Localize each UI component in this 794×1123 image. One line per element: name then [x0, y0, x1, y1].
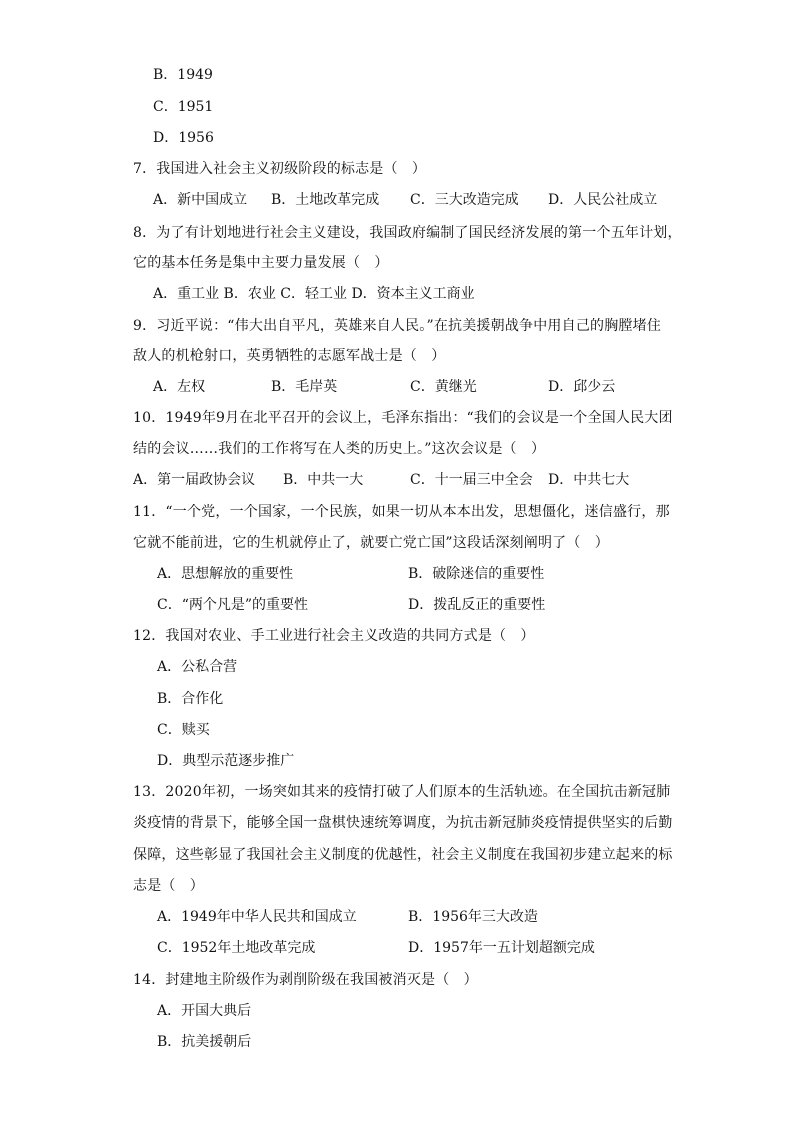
question-7-option-d: D．人民公社成立: [548, 192, 658, 208]
question-8-stem-line-2: 它的基本任务是集中主要力量发展（ ）: [133, 255, 389, 271]
question-12-option-c: C．赎买: [157, 722, 210, 738]
question-13-option-a: A．1949年中华人民共和国成立: [157, 909, 357, 925]
question-13-option-c: C．1952年土地改革完成: [157, 940, 316, 956]
question-13-stem-line-4: 志是（ ）: [133, 878, 204, 894]
question-10-option-c: C．十一届三中全会: [410, 472, 533, 488]
option-d: D．1956: [153, 130, 214, 146]
question-9-stem-line-1: 9．习近平说：“伟大出自平凡，英雄来自人民。”在抗美援朝战争中用自己的胸膛堵住: [133, 318, 662, 334]
question-9-option-a: A．左权: [153, 379, 206, 395]
option-b: B．1949: [153, 67, 213, 83]
question-7-option-b: B．土地改革完成: [271, 192, 380, 208]
question-10-option-d: D．中共七大: [548, 472, 630, 488]
question-11-option-a: A．思想解放的重要性: [157, 566, 294, 582]
question-9-option-c: C．黄继光: [410, 379, 477, 395]
question-9-option-d: D．邱少云: [548, 379, 616, 395]
question-10-option-b: B．中共一大: [283, 472, 364, 488]
question-9-stem-line-2: 敌人的机枪射口，英勇牺牲的志愿军战士是（ ）: [133, 348, 446, 364]
question-10-stem-line-1: 10．1949年9月在北平召开的会议上，毛泽东指出：“我们的会议是一个全国人民大团: [133, 410, 673, 426]
question-9-option-b: B．毛岸英: [271, 379, 338, 395]
question-13-option-b: B．1956年三大改造: [408, 909, 538, 925]
question-11-stem-line-1: 11．“一个党，一个国家，一个民族，如果一切从本本出发，思想僵化，迷信盛行，那: [133, 504, 670, 520]
question-11-option-b: B．破除迷信的重要性: [408, 566, 545, 582]
question-12-option-d: D．典型示范逐步推广: [157, 753, 295, 769]
question-10-option-a: A．第一届政协会议: [133, 472, 256, 488]
question-10-stem-line-2: 结的会议……我们的工作将写在人类的历史上。”这次会议是（ ）: [133, 441, 546, 457]
question-13-stem-line-2: 炎疫情的背景下，能够全国一盘棋快速统筹调度，为抗击新冠肺炎疫情提供坚实的后勤: [133, 815, 673, 831]
question-12-option-b: B．合作化: [157, 691, 224, 707]
question-14-option-a: A．开国大典后: [157, 1003, 252, 1019]
question-7-stem: 7．我国进入社会主义初级阶段的标志是（ ）: [133, 161, 427, 177]
option-c: C．1951: [153, 99, 214, 115]
question-8-stem-line-1: 8．为了有计划地进行社会主义建设，我国政府编制了国民经济发展的第一个五年计划，: [133, 225, 682, 241]
question-14-option-b: B．抗美援朝后: [157, 1034, 252, 1050]
question-13-stem-line-1: 13．2020年初，一场突如其来的疫情打破了人们原本的生活轨迹。在全国抗击新冠肺: [133, 784, 671, 800]
question-7-option-c: C．三大改造完成: [410, 192, 519, 208]
question-11-option-c: C．“两个凡是”的重要性: [157, 597, 309, 613]
question-11-stem-line-2: 它就不能前进，它的生机就停止了，就要亡党亡国”这段话深刻阐明了（ ）: [133, 535, 609, 551]
question-13-option-d: D．1957年一五计划超额完成: [408, 940, 595, 956]
question-8-options: A．重工业 B．农业 C．轻工业 D．资本主义工商业: [153, 286, 475, 302]
question-7-option-a: A．新中国成立: [153, 192, 248, 208]
question-12-option-a: A．公私合营: [157, 659, 238, 675]
question-14-stem: 14．封建地主阶级作为剥削阶级在我国被消灭是（ ）: [133, 972, 478, 988]
question-12-stem: 12．我国对农业、手工业进行社会主义改造的共同方式是（ ）: [133, 628, 535, 644]
question-11-option-d: D．拨乱反正的重要性: [408, 597, 546, 613]
question-13-stem-line-3: 保障，这些彰显了我国社会主义制度的优越性，社会主义制度在我国初步建立起来的标: [133, 847, 673, 863]
